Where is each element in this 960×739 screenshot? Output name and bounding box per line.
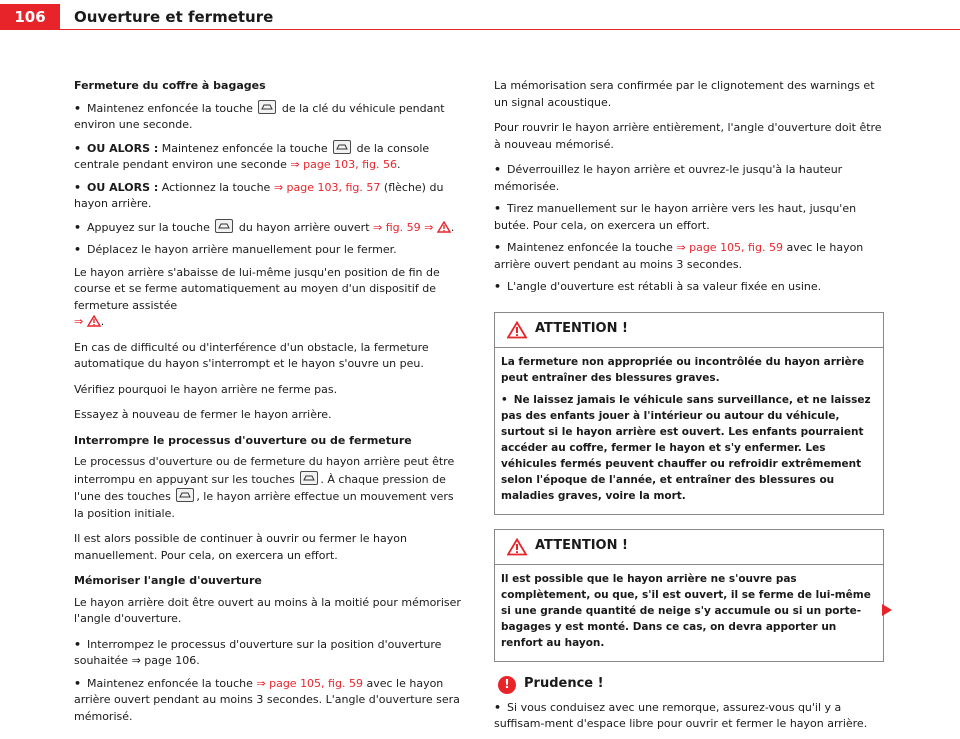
paragraph: Pour rouvrir le hayon arrière entièrement, l'angle d'ouverture doit être à nouveau mémorisé. [494, 121, 882, 151]
bullet-dot: • [501, 393, 508, 406]
arrow-icon: ⇒ [676, 241, 686, 254]
list-item [494, 279, 884, 296]
text: L'angle d'ouverture est rétabli à sa valeur fixée en usine. [507, 280, 822, 293]
list-item [74, 100, 464, 134]
list-item [74, 180, 464, 213]
tailgate-key-icon [300, 471, 318, 485]
list-item [74, 637, 464, 670]
list-item: • Appuyez sur la touche du hayon arrière ouvert ⇒ fig. 59 ⇒ . [74, 220, 455, 234]
warning-triangle-icon [437, 221, 451, 233]
page-number: 106 [0, 4, 60, 30]
list-item [74, 242, 464, 259]
tailgate-key-icon [333, 140, 351, 154]
cross-reference-link[interactable]: fig. 59 [385, 220, 421, 234]
bullet-dot: • [74, 220, 82, 234]
text: (flèche) du hayon arrière. [74, 180, 444, 210]
paragraph: Essayez à nouveau de fermer le hayon arrière. [74, 408, 332, 421]
text: , le hayon arrière effectue un mouvement vers la position initiale. [74, 490, 454, 520]
cross-reference-link[interactable]: page 103, fig. 57 [286, 180, 381, 194]
lead-text: OU ALORS : [87, 180, 159, 194]
list-item [74, 676, 464, 726]
tailgate-key-icon [176, 488, 194, 502]
cross-reference-link[interactable]: page 103, fig. 56 [303, 158, 397, 171]
list-item: • OU ALORS : Maintenez enfoncée la touche de la console centrale pendant environ une seconde ⇒ page 103, fig. 56. [74, 141, 430, 171]
cross-reference-link[interactable]: page 105, fig. 59 [269, 676, 363, 690]
warning-triangle-icon [507, 321, 527, 339]
left-column [74, 78, 464, 731]
bullet-dot: • [494, 700, 502, 714]
list-item [494, 162, 884, 195]
paragraph: Il est possible que le hayon arrière ne s'ouvre pas complètement, ou que, s'il est ouvert, il se ferme de lui-même si une grande quantité de neige s'y accumule ou si un porte-bagages y est monté. Dans ce cas, on devra apporter un renfort au hayon. [501, 572, 871, 649]
lead-text: OU ALORS : [87, 141, 159, 155]
bullet-dot: • [74, 141, 82, 155]
arrow-icon: ⇒ [74, 315, 84, 328]
bullet-dot: • [74, 676, 82, 690]
section-heading: Mémoriser l'angle d'ouverture [74, 574, 262, 587]
text: . À chaque pression de l'une des touches [74, 472, 446, 503]
prudence-title [494, 676, 884, 694]
bullet-dot: • [74, 243, 82, 256]
prudence-title-text: Prudence ! [524, 676, 604, 692]
text: Maintenez enfoncée la touche [87, 676, 253, 690]
page-header [0, 0, 960, 32]
bullet-dot: • [74, 180, 82, 194]
tailgate-key-icon [215, 219, 233, 233]
attention-body [495, 348, 883, 514]
text: de la clé du véhicule pendant environ une seconde. [74, 101, 445, 131]
paragraph: La fermeture non appropriée ou incontrôlée du hayon arrière peut entraîner des blessures graves. [501, 355, 865, 384]
text: Le hayon arrière s'abaisse de lui-même jusqu'en position de fin de course et se ferme automatiquement au moyen d'un dispositif de fermeture assistée [74, 265, 440, 312]
attention-title-text: ATTENTION ! [535, 321, 628, 337]
text: Maintenez enfoncée la touche [161, 141, 328, 155]
text: Maintenez enfoncée la touche [87, 101, 253, 115]
text: Appuyez sur la touche [87, 220, 210, 234]
attention-title [495, 530, 883, 565]
arrow-icon: ⇒ [273, 180, 284, 194]
list-item [494, 201, 884, 234]
attention-title-text: ATTENTION ! [535, 538, 628, 554]
bullet-dot: • [494, 202, 502, 215]
text: Le processus d'ouverture ou de fermeture du hayon arrière peut être interrompu en appuyant sur les touches [74, 455, 455, 486]
list-item [501, 392, 877, 504]
arrow-icon: ⇒ [424, 220, 434, 234]
attention-body [495, 565, 883, 661]
text: Actionnez la touche [161, 180, 271, 194]
bullet-dot: • [494, 280, 502, 293]
text: Si vous conduisez avec une remorque, assurez-vous qu'il y a suffisam-ment d'espace libre pour ouvrir et fermer le hayon arrière. [494, 700, 868, 730]
section-heading: Interrompre le processus d'ouverture ou de fermeture [74, 433, 412, 447]
tailgate-key-icon [258, 100, 276, 114]
header-rule [60, 29, 960, 30]
text: Ne laissez jamais le véhicule sans surveillance, et ne laissez pas des enfants jouer à l'intérieur ou autour du véhicule, surtout si le hayon arrière est ouvert. Les enfants pourraient accéder au coffre, fermer le hayon et s'y enfermer. Les véhicules fermés peuvent chauffer ou refroidir extrêmement selon l'époque de l'année, et entraîner des blessures ou maladies graves, voire la mort. [501, 393, 871, 502]
arrow-icon: ⇒ [290, 158, 300, 171]
continue-arrow-icon[interactable] [881, 603, 893, 617]
text: avec le hayon arrière ouvert pendant au moins 3 secondes. [494, 241, 864, 271]
paragraph: Vérifiez pourquoi le hayon arrière ne ferme pas. [74, 382, 338, 396]
paragraph [74, 454, 464, 522]
list-item [494, 700, 884, 733]
arrow-icon: ⇒ [131, 654, 141, 667]
text: de la console centrale pendant environ une seconde [74, 141, 430, 171]
attention-box [494, 312, 884, 515]
text: du hayon arrière ouvert [238, 220, 370, 234]
bullet-dot: • [494, 163, 502, 176]
text: Déplacez le hayon arrière manuellement pour le fermer. [87, 243, 397, 256]
attention-title [495, 313, 883, 348]
warning-triangle-icon [507, 538, 527, 556]
text: avec le hayon arrière ouvert pendant au moins 3 secondes. L'angle d'ouverture sera mémorisé. [74, 676, 460, 723]
section-heading: Fermeture du coffre à bagages [74, 79, 266, 92]
text: Interrompez le processus d'ouverture sur la position d'ouverture souhaitée [74, 637, 442, 667]
warning-triangle-icon [87, 315, 101, 327]
exclamation-icon: ! [498, 676, 516, 694]
paragraph: Il est alors possible de continuer à ouvrir ou fermer le hayon manuellement. Pour cela, on exercera un effort. [74, 532, 407, 562]
right-column [494, 78, 884, 739]
cross-reference-link[interactable]: page 105, fig. 59 [689, 241, 783, 254]
bullet-dot: • [74, 637, 82, 651]
bullet-dot: • [494, 241, 502, 254]
arrow-icon: ⇒ [373, 220, 383, 234]
paragraph: Le hayon arrière doit être ouvert au moins à la moitié pour mémoriser l'angle d'ouverture. [74, 595, 461, 625]
attention-box [494, 529, 884, 662]
text: Maintenez enfoncée la touche [507, 241, 673, 254]
paragraph: Le hayon arrière s'abaisse de lui-même jusqu'en position de fin de course et se ferme automatiquement au moyen d'un dispositif de fermeture assistée ⇒ . [74, 265, 440, 328]
arrow-icon: ⇒ [256, 676, 266, 690]
text: Déverrouillez le hayon arrière et ouvrez-le jusqu'à la hauteur mémorisée. [494, 163, 843, 193]
paragraph: En cas de difficulté ou d'interférence d'un obstacle, la fermeture automatique du hayon s'interrompt et le hayon s'ouvre un peu. [74, 340, 429, 370]
paragraph: La mémorisation sera confirmée par le clignotement des warnings et un signal acoustique. [494, 79, 875, 109]
chapter-title: Ouverture et fermeture [74, 8, 274, 26]
list-item [494, 240, 884, 273]
text: Tirez manuellement sur le hayon arrière vers les haut, jusqu'en butée. Pour cela, on exercera un effort. [494, 202, 857, 232]
page-reference: page 106. [144, 654, 200, 667]
bullet-dot: • [74, 101, 82, 115]
